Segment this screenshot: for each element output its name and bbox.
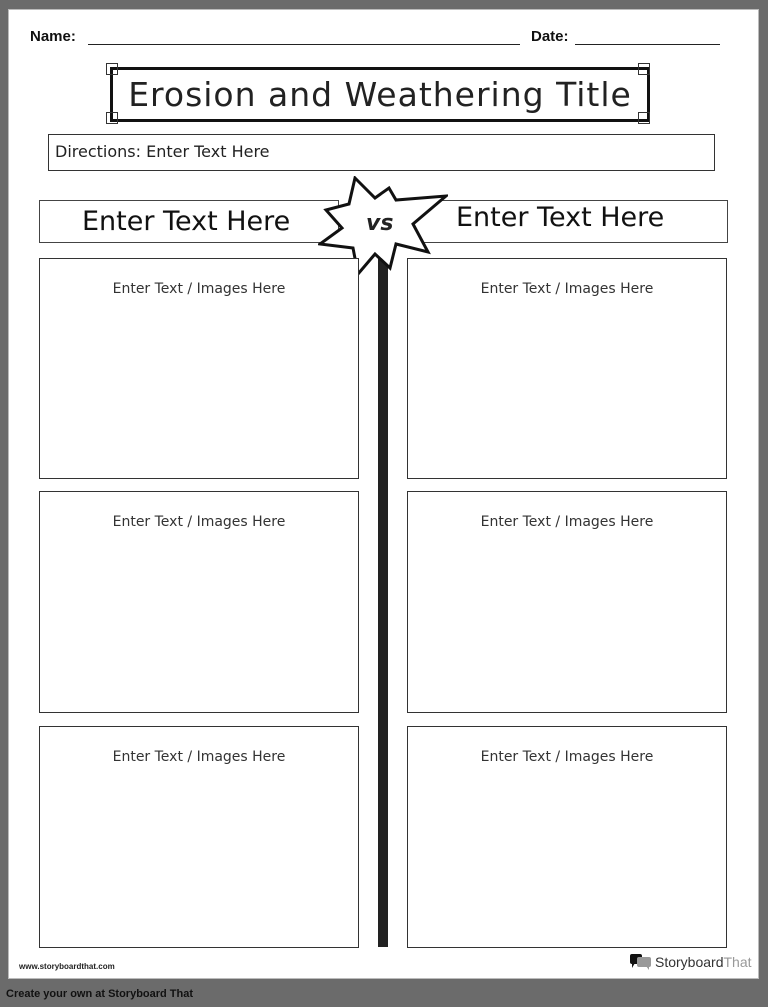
cell-label: Enter Text / Images Here: [112, 281, 286, 297]
resize-handle-bl[interactable]: [106, 112, 118, 124]
cell-label: Enter Text / Images Here: [112, 749, 286, 765]
right-cell-1[interactable]: [407, 258, 727, 479]
date-line[interactable]: [575, 44, 720, 45]
right-heading-box[interactable]: [410, 200, 728, 243]
page-title: Erosion and Weathering Title: [128, 75, 632, 114]
right-cell-3[interactable]: [407, 726, 727, 948]
resize-handle-br[interactable]: [638, 112, 650, 124]
create-your-own-link[interactable]: Create your own at Storyboard That: [6, 988, 194, 1000]
cell-label: Enter Text / Images Here: [112, 514, 286, 530]
vs-label: vs: [366, 211, 394, 236]
right-heading: Enter Text Here: [456, 202, 665, 233]
left-cell-2[interactable]: [39, 491, 359, 713]
directions-text: Directions: Enter Text Here: [55, 142, 270, 161]
resize-handle-tl[interactable]: [106, 63, 118, 75]
left-heading-box[interactable]: [39, 200, 339, 243]
left-heading: Enter Text Here: [82, 206, 291, 237]
date-label: Date:: [531, 28, 569, 45]
cell-label: Enter Text / Images Here: [480, 514, 654, 530]
title-box[interactable]: [110, 67, 650, 122]
cell-label: Enter Text / Images Here: [480, 749, 654, 765]
storyboardthat-logo[interactable]: [630, 953, 752, 971]
name-label: Name:: [30, 28, 76, 45]
resize-handle-tr[interactable]: [638, 63, 650, 75]
brand-suffix: That: [723, 954, 752, 970]
cell-label: Enter Text / Images Here: [480, 281, 654, 297]
left-cell-1[interactable]: [39, 258, 359, 479]
name-line[interactable]: [88, 44, 520, 45]
directions-box[interactable]: [48, 134, 715, 171]
left-cell-3[interactable]: [39, 726, 359, 948]
right-cell-2[interactable]: [407, 491, 727, 713]
speech-bubbles-icon: [630, 953, 652, 971]
footer-url[interactable]: www.storyboardthat.com: [19, 962, 115, 971]
brand-main: Storyboard: [655, 954, 724, 970]
divider-bar: [378, 255, 388, 947]
